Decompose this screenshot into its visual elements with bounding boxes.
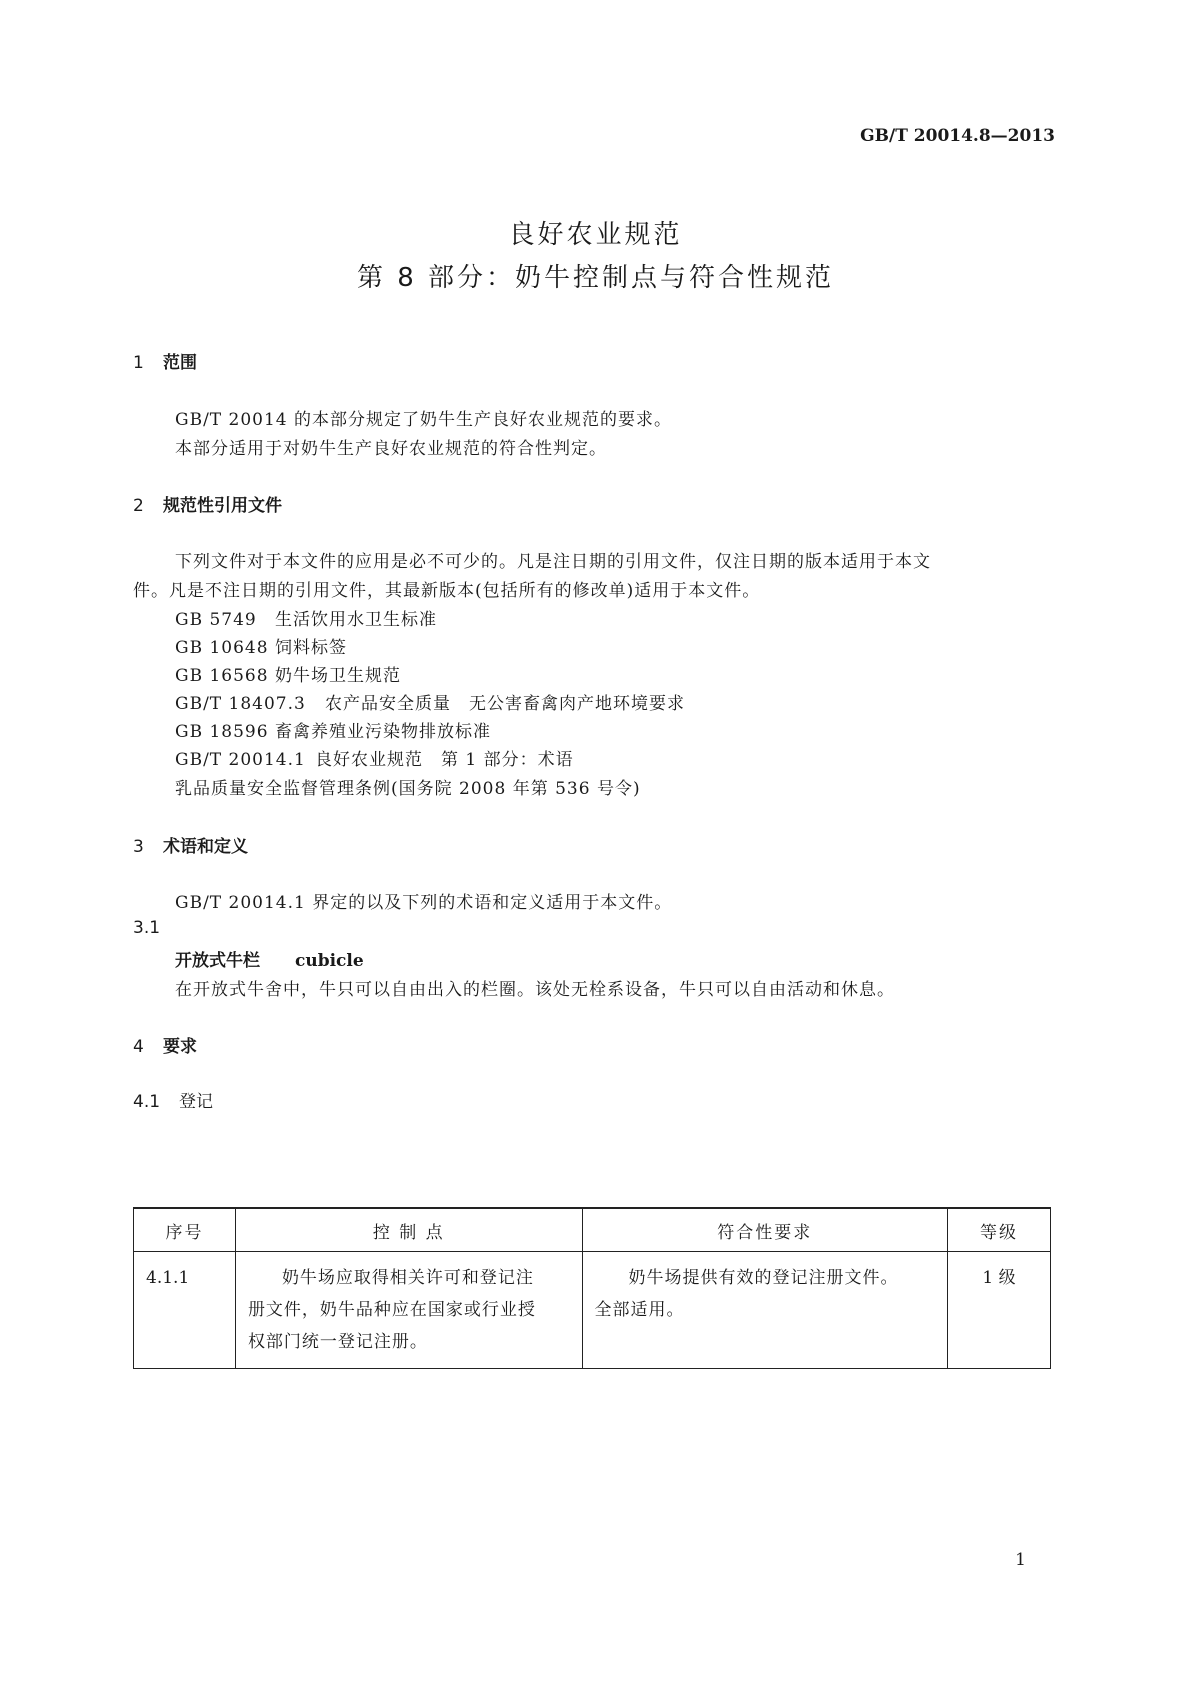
section-2-heading (133, 491, 282, 516)
reference-title: 畜禽养殖业污染物排放标准 (275, 722, 491, 742)
cell-control-point (235, 1252, 582, 1369)
reference-code: GB 5749 (175, 610, 257, 630)
reference-code: GB 18596 (175, 722, 269, 742)
reference-title: 农产品安全质量 无公害畜禽肉产地环境要求 (325, 694, 685, 714)
term-number: 3.1 (133, 918, 161, 938)
page-number: 1 (1015, 1550, 1026, 1570)
reference-item (175, 661, 401, 686)
reference-code: GB 10648 (175, 638, 269, 658)
cell-line: 奶牛场应取得相关许可和登记注 (281, 1268, 534, 1288)
term-heading (175, 946, 364, 971)
reference-item (175, 633, 347, 658)
section-4-heading (133, 1032, 197, 1057)
control-point-table (133, 1207, 1051, 1369)
term-english: cubicle (295, 951, 364, 971)
cell-line: 权部门统一登记注册。 (247, 1332, 428, 1352)
term-chinese: 开放式牛栏 (175, 951, 260, 971)
cell-grade: 1 级 (948, 1252, 1051, 1369)
section-number: 3 (133, 837, 144, 857)
section-title: 要求 (163, 1037, 197, 1057)
reference-code: GB/T 18407.3 (175, 694, 306, 714)
cell-line: 奶牛场提供有效的登记注册文件。 (628, 1268, 899, 1288)
paragraph: GB/T 20014.1 界定的以及下列的术语和定义适用于本文件。 (175, 893, 673, 913)
section-title: 术语和定义 (163, 837, 248, 857)
section-number: 1 (133, 353, 144, 373)
section-title: 登记 (179, 1092, 213, 1112)
reference-item (175, 745, 574, 770)
reference-item (175, 605, 437, 630)
header-control-point: 控 制 点 (235, 1208, 582, 1252)
term-definition: 在开放式牛舍中，牛只可以自由出入的栏圈。该处无栓系设备，牛只可以自由活动和休息。 (175, 980, 895, 1000)
section-number: 4 (133, 1037, 144, 1057)
standard-number: GB/T 20014.8—2013 (860, 126, 1055, 146)
paragraph: GB/T 20014 的本部分规定了奶牛生产良好农业规范的要求。 (175, 410, 673, 430)
reference-title: 生活饮用水卫生标准 (275, 610, 437, 630)
reference-title: 良好农业规范 第 1 部分：术语 (315, 750, 574, 770)
paragraph: 件。凡是不注日期的引用文件，其最新版本(包括所有的修改单)适用于本文件。 (133, 581, 761, 601)
reference-item (175, 717, 491, 742)
document-title-line2: 第 8 部分：奶牛控制点与符合性规范 (356, 263, 835, 293)
cell-line: 册文件，奶牛品种应在国家或行业授 (247, 1300, 536, 1320)
cell-requirement (582, 1252, 948, 1369)
section-title: 范围 (163, 353, 197, 373)
header-no: 序号 (134, 1208, 236, 1252)
header-requirement: 符合性要求 (582, 1208, 948, 1252)
section-1-heading (133, 348, 197, 373)
reference-item (175, 689, 685, 714)
section-number: 2 (133, 496, 144, 516)
table-row (134, 1252, 1051, 1369)
reference-code: GB 16568 (175, 666, 269, 686)
section-title: 规范性引用文件 (163, 496, 282, 516)
document-title-line1: 良好农业规范 (508, 220, 683, 250)
section-4-1-heading (133, 1087, 213, 1112)
paragraph: 下列文件对于本文件的应用是必不可少的。凡是注日期的引用文件，仅注日期的版本适用于本文 (175, 552, 931, 572)
reference-title: 饲料标签 (275, 638, 347, 658)
reference-title: 奶牛场卫生规范 (275, 666, 401, 686)
section-3-heading (133, 832, 248, 857)
header-grade: 等级 (948, 1208, 1051, 1252)
cell-line: 全部适用。 (594, 1300, 685, 1320)
paragraph: 本部分适用于对奶牛生产良好农业规范的符合性判定。 (175, 439, 607, 459)
section-number: 4.1 (133, 1092, 161, 1112)
reference-regulation: 乳品质量安全监督管理条例(国务院 2008 年第 536 号令) (175, 779, 641, 799)
cell-no: 4.1.1 (134, 1252, 236, 1369)
reference-code: GB/T 20014.1 (175, 750, 306, 770)
table-header-row (134, 1208, 1051, 1252)
